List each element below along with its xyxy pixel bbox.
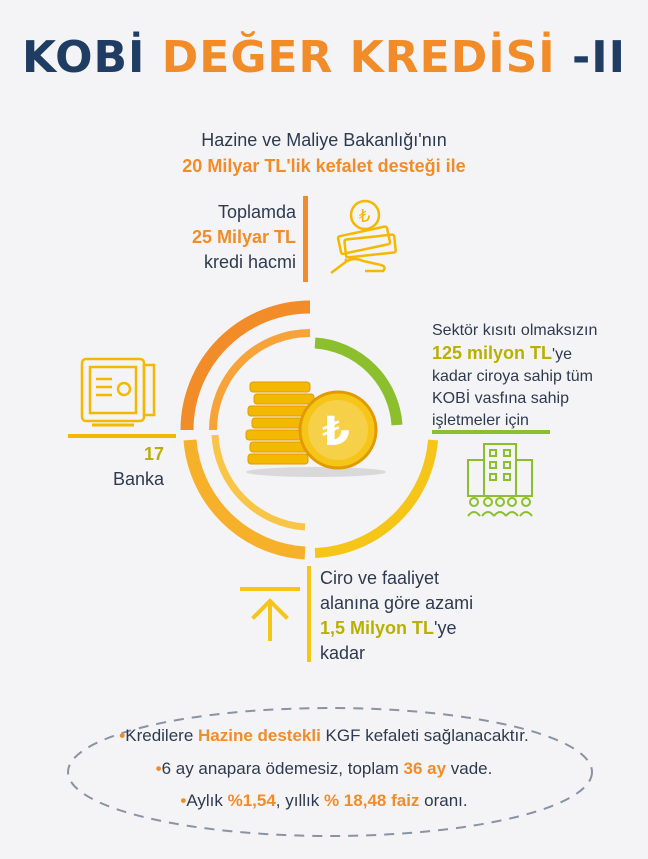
bottom-divider-line [306,566,314,666]
sector-line-1: Sektör kısıtı olmaksızın [432,322,598,339]
money-hand-icon [325,195,405,280]
sector-line-4: KOBİ vasfına sahip [432,390,569,407]
footer-bullet-3: •Aylık %1,54, yıllık % 18,48 faiz oranı. [180,791,468,810]
sector-divider-line [432,428,552,436]
bank-count: 17 [143,444,164,464]
lira-coins-icon [236,370,396,480]
total-line-3: kredi hacmi [203,252,296,272]
footer-b1-hl: Hazine destekli [198,726,321,745]
limit-line-4: kadar [320,643,366,663]
title-part-3: -II [572,32,627,83]
footer-b2-hl: 36 ay [403,759,447,778]
footer-b3-pre: Aylık [186,791,228,810]
limit-line-1: Ciro ve faaliyet [320,568,440,588]
sector-line-5: işletmeler için [432,412,529,429]
footer-b1-pre: Kredilere [125,726,198,745]
footer-b2-pre: 6 ay anapara ödemesiz, toplam [161,759,404,778]
footer-b1-post: KGF kefaleti sağlanacaktır. [320,726,529,745]
title-part-2: DEĞER KREDİSİ [161,32,556,83]
sector-suffix: 'ye [552,346,572,363]
limit-block [320,566,520,666]
footer-b3-mid: , yıllık [275,791,324,810]
footer-bullet-2: •6 ay anapara ödemesiz, toplam 36 ay vade. [155,759,493,778]
total-line-1: Toplamda [217,202,296,222]
title-part-1: KOBİ [21,32,146,83]
subtitle-line-2: 20 Milyar TL'lik kefalet desteği ile [182,156,466,176]
limit-line-2: alanına göre azami [320,593,474,613]
svg-text:₺: ₺ [359,206,371,227]
bank-label: Banka [112,469,164,489]
sector-line-3: kadar ciroya sahip tüm [432,368,593,385]
banks-divider-line [68,432,178,440]
footer-b2-post: vade. [446,759,493,778]
footer-b3-post: oranı. [419,791,468,810]
sector-amount: 125 milyon TL [432,343,553,363]
total-credit-block [160,200,296,275]
up-arrow-icon [240,585,300,645]
total-amount: 25 Milyar TL [191,227,296,247]
safe-icon [78,355,163,430]
banks-block [100,442,164,492]
svg-text:₺: ₺ [322,409,350,455]
page-title [0,30,648,86]
limit-amount: 1,5 Milyon TL [320,618,435,638]
subtitle-line-1: Hazine ve Maliye Bakanlığı'nın [201,130,447,150]
footer-b3-hl2: % 18,48 faiz [323,791,420,810]
limit-suffix: 'ye [434,618,457,638]
top-divider-line [300,196,310,286]
sector-block [432,320,642,432]
subtitle [0,127,648,179]
footer-b3-hl1: %1,54 [227,791,276,810]
footer-bullet-1: •Kredilere Hazine destekli KGF kefaleti sağlanacaktır. [119,726,529,745]
building-people-icon [460,440,540,520]
